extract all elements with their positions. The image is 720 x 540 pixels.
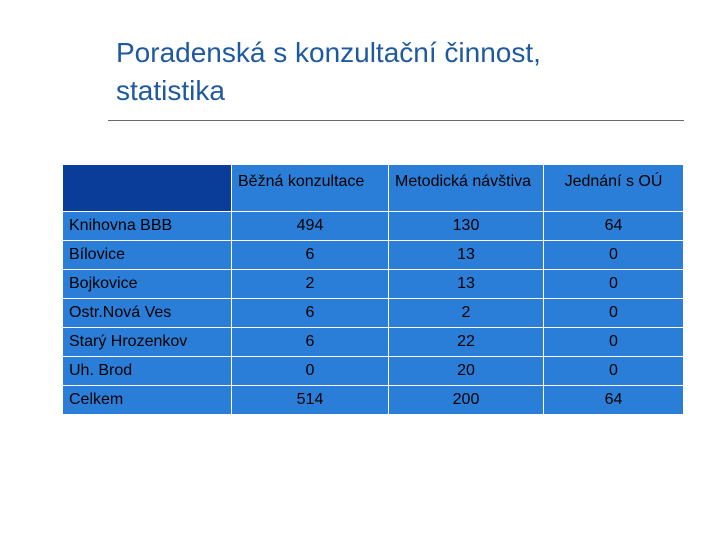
table-row bbox=[63, 270, 684, 299]
table-cell: 130 bbox=[389, 212, 544, 241]
table-cell: 13 bbox=[389, 241, 544, 270]
table-cell: 0 bbox=[232, 357, 389, 386]
table-row bbox=[63, 328, 684, 357]
column-header-metodicka-navsteva bbox=[389, 165, 544, 212]
row-label: Starý Hrozenkov bbox=[63, 328, 232, 357]
row-label: Ostr.Nová Ves bbox=[63, 299, 232, 328]
row-label: Celkem bbox=[63, 386, 232, 415]
column-header-label: Metodická návštiva bbox=[395, 173, 532, 190]
table-header-row bbox=[63, 165, 684, 212]
table-row-total bbox=[63, 386, 684, 415]
slide-title-line-2: statistika bbox=[116, 75, 225, 106]
slide-title bbox=[116, 34, 676, 110]
table-cell: 2 bbox=[389, 299, 544, 328]
table-cell: 0 bbox=[544, 241, 684, 270]
column-header-bezna-konzultace bbox=[232, 165, 389, 212]
table-row bbox=[63, 241, 684, 270]
table-cell: 200 bbox=[389, 386, 544, 415]
row-label: Uh. Brod bbox=[63, 357, 232, 386]
table-cell: 64 bbox=[544, 386, 684, 415]
table-cell: 6 bbox=[232, 299, 389, 328]
column-header-label: Jednání s OÚ bbox=[564, 173, 663, 190]
table-cell: 13 bbox=[389, 270, 544, 299]
table-cell: 494 bbox=[232, 212, 389, 241]
table-cell: 0 bbox=[544, 328, 684, 357]
table-cell: 514 bbox=[232, 386, 389, 415]
table-cell: 6 bbox=[232, 328, 389, 357]
table-cell: 2 bbox=[232, 270, 389, 299]
row-label: Bojkovice bbox=[63, 270, 232, 299]
table-cell: 22 bbox=[389, 328, 544, 357]
slide-title-line-1: Poradenská s konzultační činnost, bbox=[116, 37, 541, 68]
title-divider bbox=[108, 120, 684, 121]
table-cell: 0 bbox=[544, 357, 684, 386]
table-cell: 0 bbox=[544, 270, 684, 299]
table-row bbox=[63, 357, 684, 386]
table-row bbox=[63, 299, 684, 328]
column-header-label: Běžná konzultace bbox=[238, 173, 365, 190]
table-cell: 6 bbox=[232, 241, 389, 270]
column-header-jednani-s-ou bbox=[544, 165, 684, 212]
row-label: Knihovna BBB bbox=[63, 212, 232, 241]
table-corner-cell bbox=[63, 165, 232, 212]
table-cell: 0 bbox=[544, 299, 684, 328]
row-label: Bílovice bbox=[63, 241, 232, 270]
table-cell: 20 bbox=[389, 357, 544, 386]
statistics-table bbox=[62, 164, 684, 415]
table-row bbox=[63, 212, 684, 241]
table-cell: 64 bbox=[544, 212, 684, 241]
